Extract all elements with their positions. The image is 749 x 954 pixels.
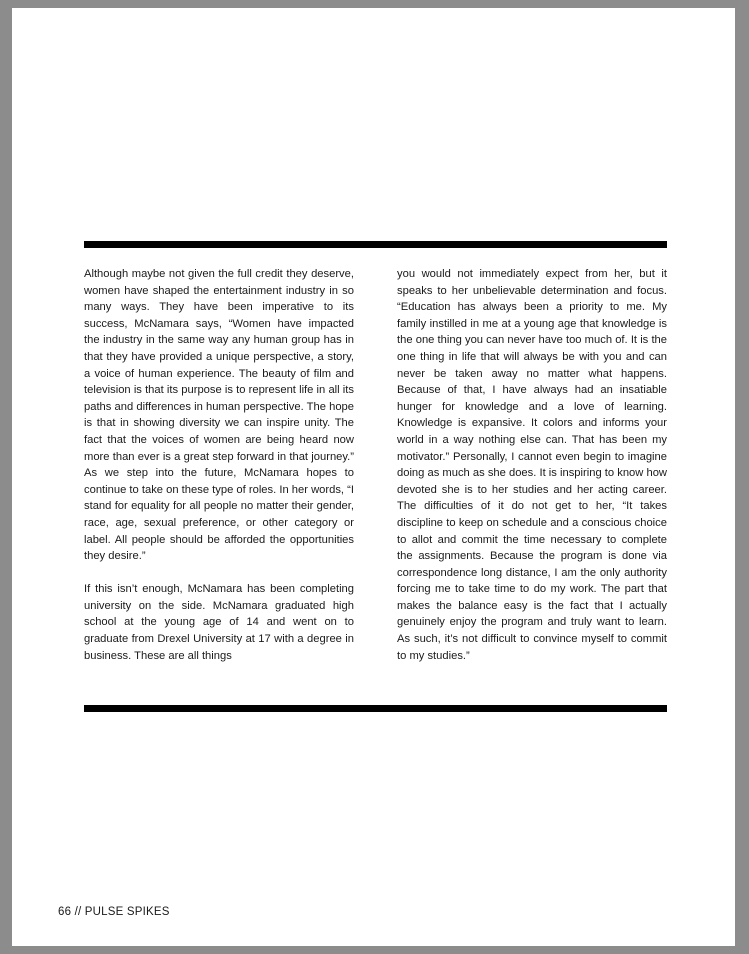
- paragraph: you would not immediately expect from her, but it speaks to her unbelievable determination and focus. “Education has always been a priority to me. My family instilled in me at a young age that knowledge is the one thing you can never have too much of. It is the one thing in life that will always be with you and can never be taken away no matter what happens. Because of that, I have always had an insatiable hunger for knowledge and a love of learning. Knowledge is expansive. It colors and informs your world in a way nothing else can. That has been my motivator.” Personally, I cannot even begin to imagine doing as much as she does. It is inspiring to know how devoted she is to her studies and her acting career. The difficulties of it do not get to her, “It takes discipline to keep on schedule and a conscious choice to allot and commit the time necessary to complete the assignments. Because the program is done via correspondence long distance, I am the only authority forcing me to take time to do my work. The part that makes the balance easy is the fact that I actually genuinely enjoy the program and truly want to learn. As such, it’s not difficult to convince myself to commit to my studies.”: [397, 268, 667, 662]
- article-column-right: [397, 266, 667, 664]
- article-column-left: [84, 266, 354, 664]
- bottom-rule: [84, 705, 667, 712]
- paragraph: Although maybe not given the full credit they deserve, women have shaped the entertainment industry in so many ways. They have been imperative to its success, McNamara says, “Women have impacted the industry in the same way any human group has in that they have provided a unique perspective, a story, a voice of human experience. The beauty of film and television is that its purpose is to represent life in all its paths and differences in human perspective. The hope is that in showing diversity we can inspire unity. The fact that the voices of women are being heard now more than ever is a great step forward in that journey.” As we step into the future, McNamara hopes to continue to take on these type of roles. In her words, “I stand for equality for all people no matter their gender, race, age, sexual preference, or other category or label. All people should be afforded the opportunities they desire.”: [84, 268, 354, 563]
- page-folio: 66 // PULSE SPIKES: [58, 906, 170, 918]
- top-rule: [84, 241, 667, 248]
- magazine-page: [12, 8, 735, 946]
- paragraph: If this isn’t enough, McNamara has been completing university on the side. McNamara graduated high school at the young age of 14 and went on to graduate from Drexel University at 17 with a degree in business. These are all things: [84, 583, 354, 662]
